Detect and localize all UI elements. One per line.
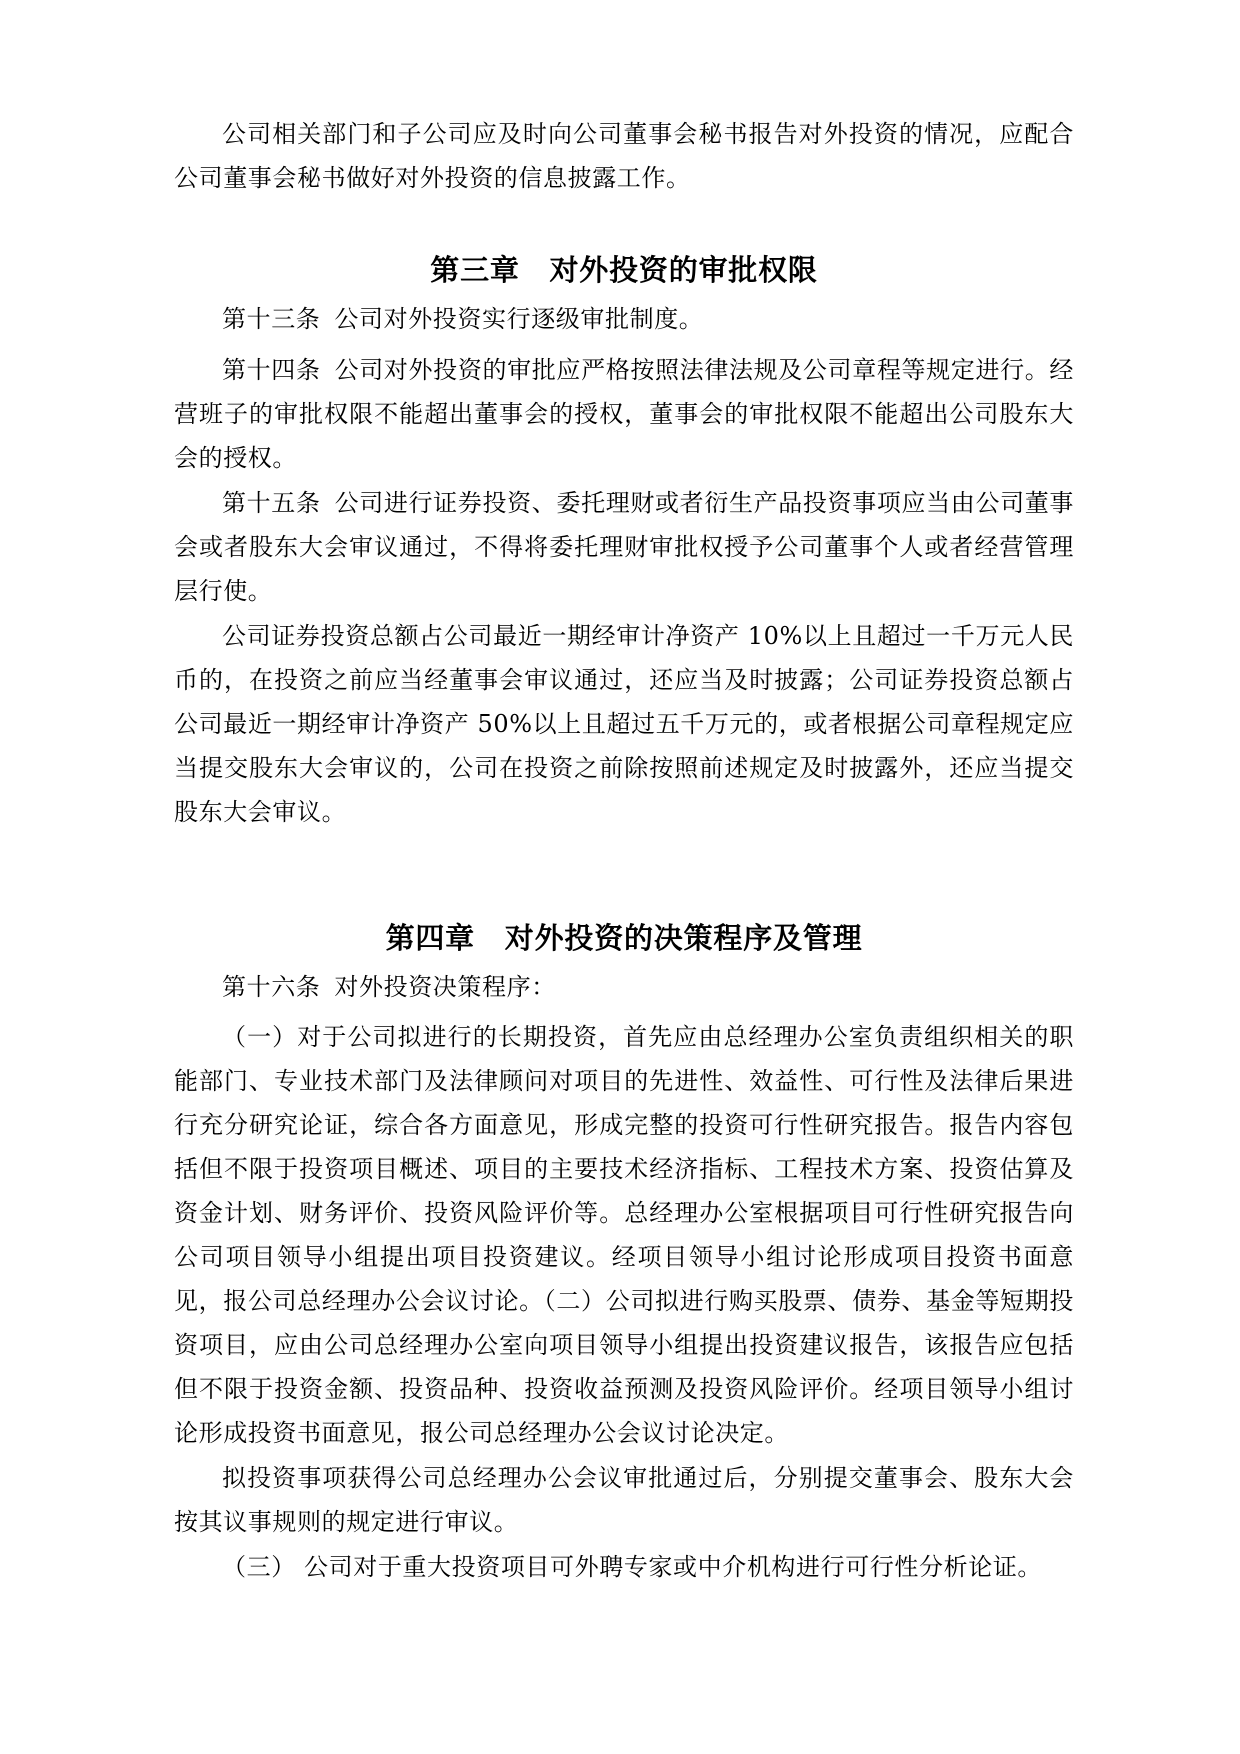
- chapter-3-heading: [174, 250, 1074, 290]
- chapter-4-heading: [174, 918, 1074, 958]
- chapter-3-number: 第三章: [430, 253, 520, 287]
- intro-paragraph: 公司相关部门和子公司应及时向公司董事会秘书报告对外投资的情况，应配合公司董事会秘书做好对外投资的信息披露工作。: [174, 120, 1074, 192]
- article-13-label: 第十三条: [222, 305, 321, 333]
- article-14-label: 第十四条: [222, 356, 321, 384]
- article-15-text: 公司进行证券投资、委托理财或者衍生产品投资事项应当由公司董事会或者股东大会审议通过，不得将委托理财审批权授予公司董事个人或者经营管理层行使。: [174, 489, 1074, 605]
- chapter-3-title: 对外投资的审批权限: [549, 253, 818, 287]
- chapter-4-title: 对外投资的决策程序及管理: [504, 921, 863, 955]
- approval-paragraph: 拟投资事项获得公司总经理办公会议审批通过后，分别提交董事会、股东大会按其议事规则的规定进行审议。: [174, 1464, 1074, 1536]
- item-3-paragraph: （三） 公司对于重大投资项目可外聘专家或中介机构进行可行性分析论证。: [222, 1553, 1043, 1581]
- article-15-label: 第十五条: [222, 489, 321, 517]
- article-14: [174, 348, 1074, 480]
- article-14-text: 公司对外投资的审批应严格按照法律法规及公司章程等规定进行。经营班子的审批权限不能超出董事会的授权，董事会的审批权限不能超出公司股东大会的授权。: [174, 356, 1074, 472]
- article-13-text: 公司对外投资实行逐级审批制度。: [334, 305, 704, 333]
- article-16: [174, 965, 1074, 1009]
- article-16-label: 第十六条: [222, 973, 321, 1001]
- article-16-text: 对外投资决策程序：: [334, 973, 556, 1001]
- securities-paragraph: 公司证券投资总额占公司最近一期经审计净资产 10%以上且超过一千万元人民币的，在投资之前应当经董事会审议通过，还应当及时披露；公司证券投资总额占公司最近一期经审计净资产 50%以上且超过五千万元的，或者根据公司章程规定应当提交股东大会审议的，公司在投资之前除按照前述规定及时披露外，还应当提交股东大会审议。: [174, 622, 1074, 826]
- chapter-4-number: 第四章: [385, 921, 475, 955]
- article-15: [174, 481, 1074, 613]
- article-13: [174, 297, 1074, 341]
- decision-procedure-paragraph: （一）对于公司拟进行的长期投资，首先应由总经理办公室负责组织相关的职能部门、专业技术部门及法律顾问对项目的先进性、效益性、可行性及法律后果进行充分研究论证，综合各方面意见，形成完整的投资可行性研究报告。报告内容包括但不限于投资项目概述、项目的主要技术经济指标、工程技术方案、投资估算及资金计划、财务评价、投资风险评价等。总经理办公室根据项目可行性研究报告向公司项目领导小组提出项目投资建议。经项目领导小组讨论形成项目投资书面意见，报公司总经理办公会议讨论。（二）公司拟进行购买股票、债券、基金等短期投资项目，应由公司总经理办公室向项目领导小组提出投资建议报告，该报告应包括但不限于投资金额、投资品种、投资收益预测及投资风险评价。经项目领导小组讨论形成投资书面意见，报公司总经理办公会议讨论决定。: [174, 1023, 1074, 1447]
